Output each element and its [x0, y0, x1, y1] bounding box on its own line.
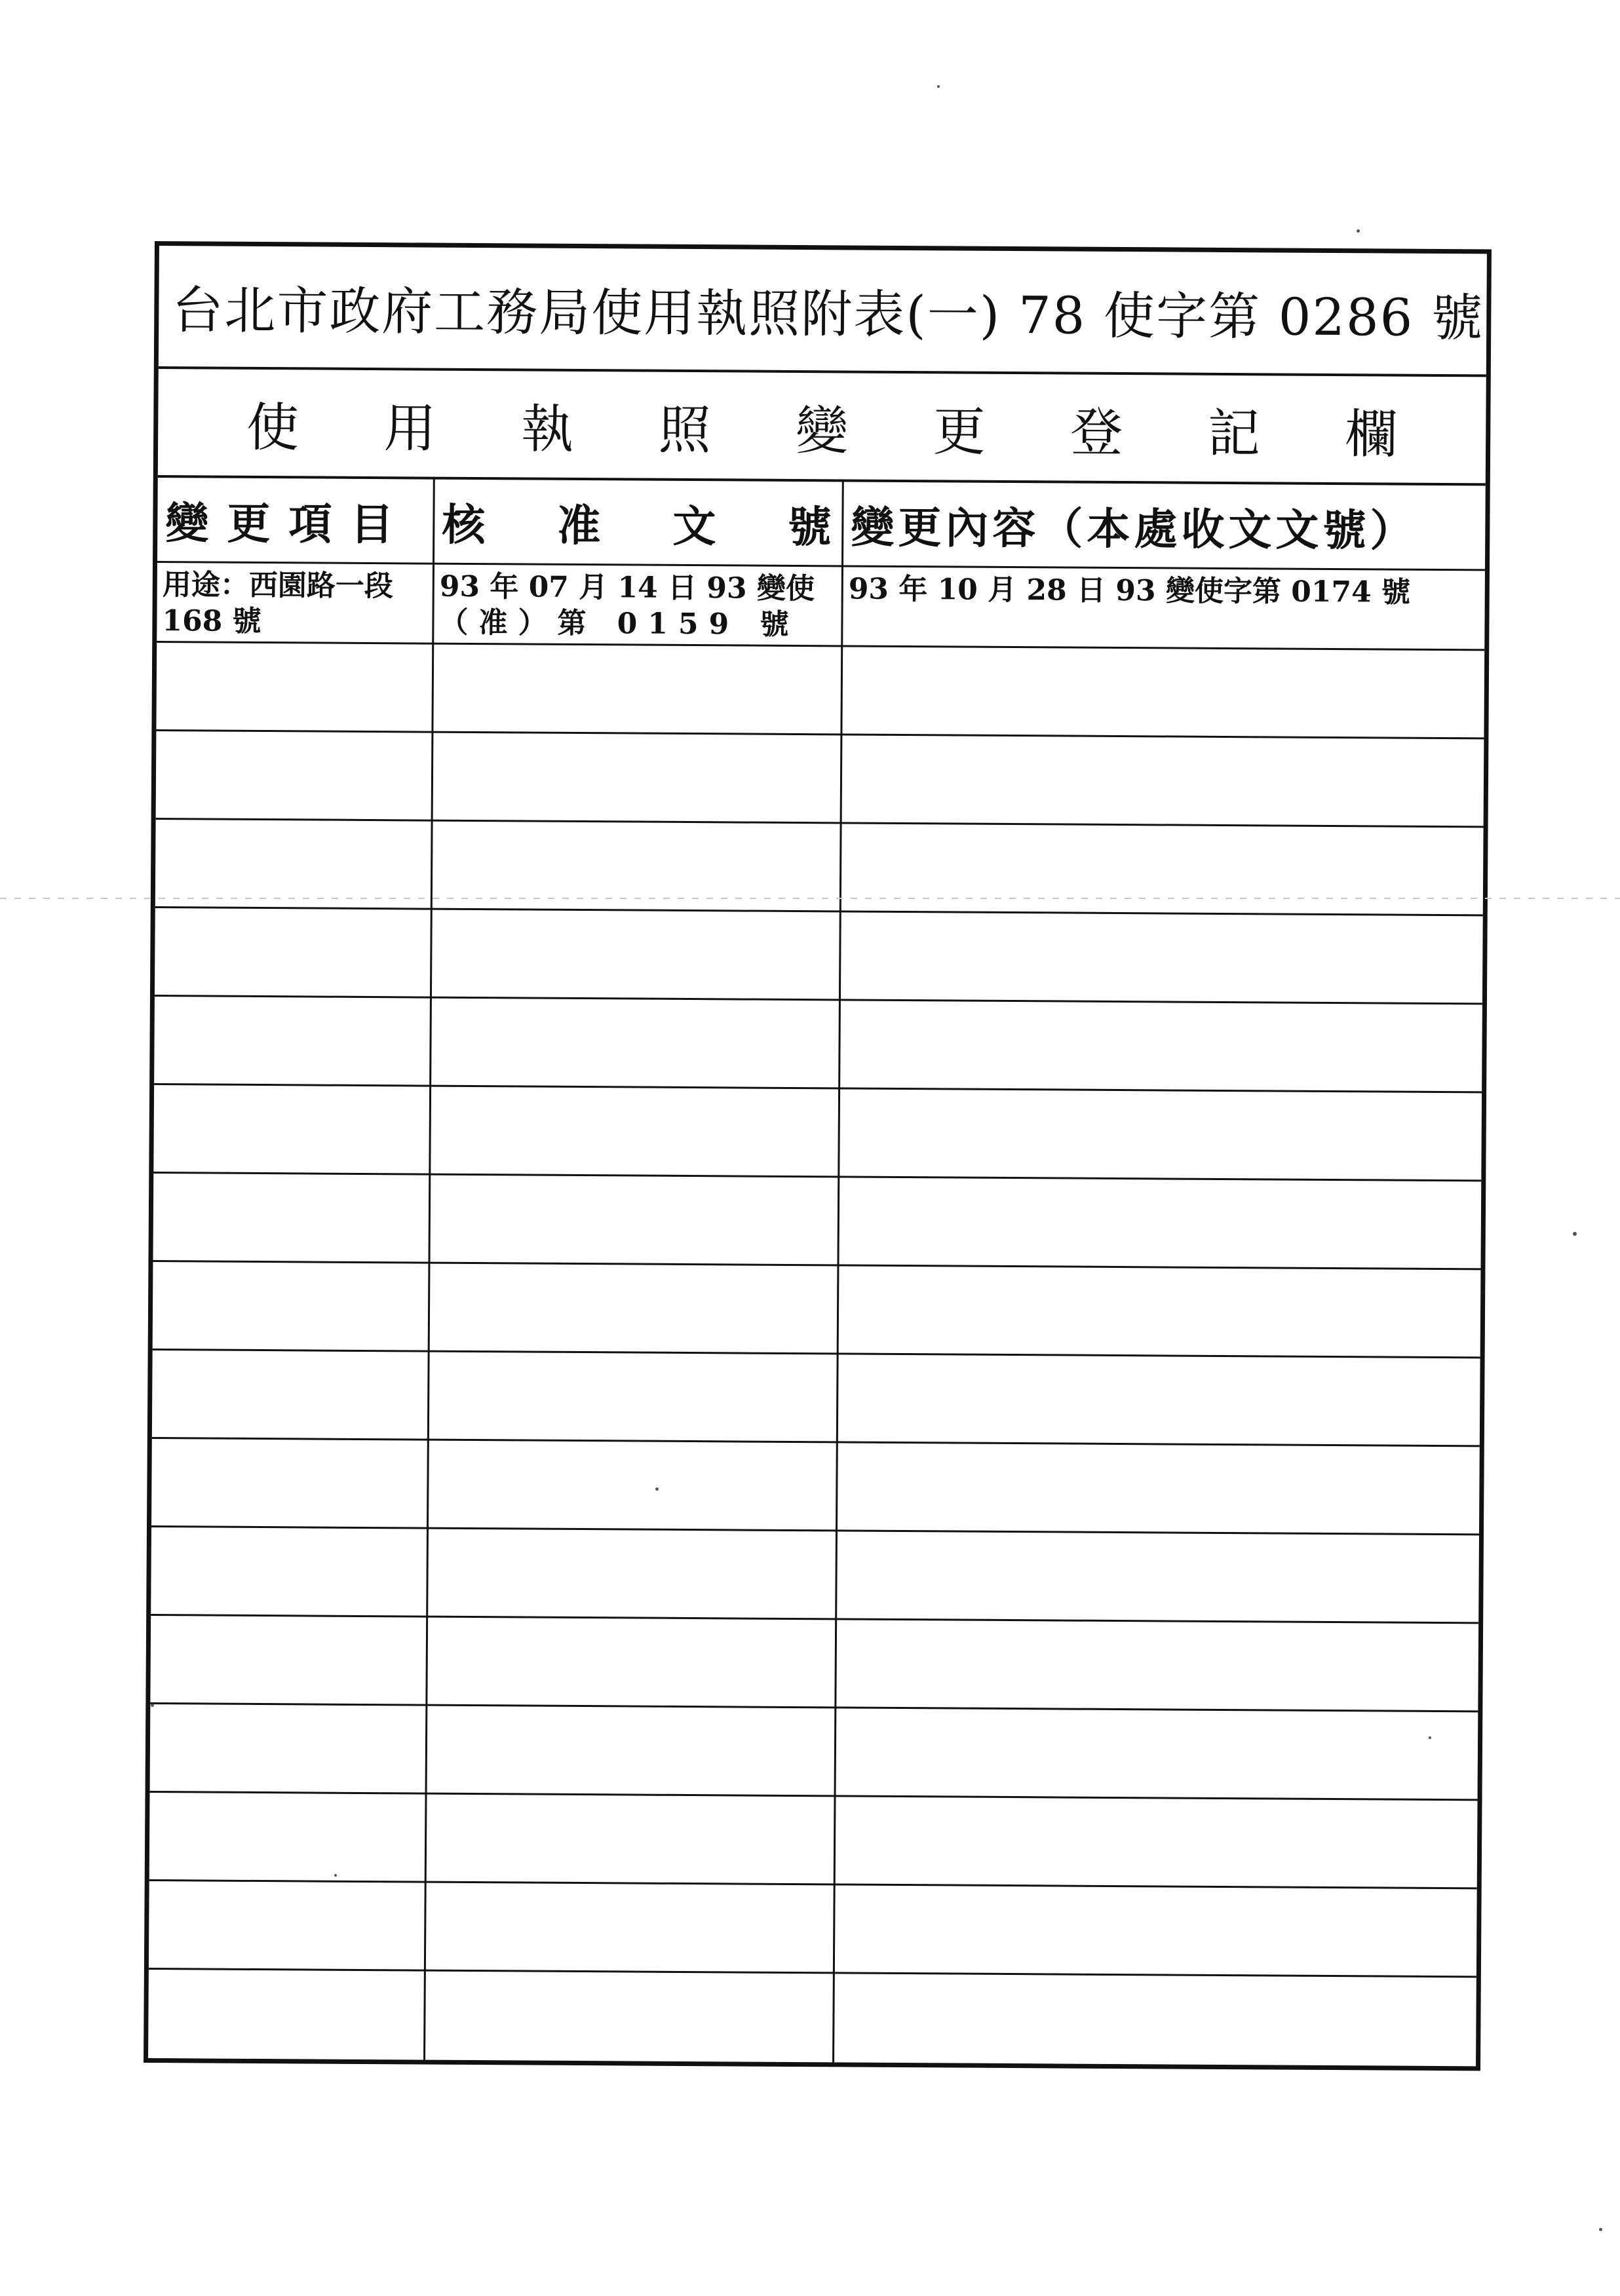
empty-table-row — [155, 820, 1484, 916]
heading-char: 欄 — [1345, 403, 1398, 465]
empty-table-row — [149, 1881, 1477, 1978]
empty-table-row — [154, 997, 1482, 1093]
table-row — [157, 563, 1485, 651]
empty-table-row — [152, 1350, 1480, 1447]
heading-char: 照 — [658, 399, 711, 461]
column-header-change-content: 變更內容（本處收文文號） — [851, 501, 1418, 556]
empty-table-row — [156, 731, 1484, 828]
scan-speck — [655, 1487, 659, 1491]
approval-header-char: 核 — [442, 499, 486, 551]
cell-change-item: 用途：西園路一段 168 號 — [162, 568, 393, 639]
heading-char: 變 — [795, 400, 849, 461]
approval-header-char: 文 — [672, 500, 716, 552]
heading-char: 使 — [246, 396, 299, 458]
cell-approval-doc — [434, 565, 841, 645]
scan-speck — [937, 85, 940, 88]
empty-table-row — [156, 643, 1484, 739]
empty-table-row — [151, 1527, 1479, 1624]
approval-doc-line1: 93 年 07 月 14 日 93 變使 — [439, 569, 815, 606]
column-header-approval-doc — [434, 480, 843, 565]
registration-table — [144, 241, 1492, 2071]
scan-speck — [151, 1704, 154, 1707]
scan-speck — [1599, 2228, 1602, 2231]
heading-char: 更 — [933, 400, 986, 463]
scan-speck — [1429, 1736, 1431, 1739]
empty-table-row — [155, 908, 1483, 1004]
scan-artifact-line — [0, 898, 1620, 899]
empty-table-row — [148, 1970, 1476, 2066]
approval-header-char: 准 — [557, 499, 601, 552]
empty-table-row — [150, 1704, 1478, 1801]
section-heading — [158, 369, 1486, 486]
heading-char: 登 — [1070, 402, 1123, 463]
column-header-change-item: 變更項目 — [165, 497, 412, 550]
document-title: 台北市政府工務局使用執照附表(一) 78 使字第 0286 號 — [159, 246, 1487, 377]
empty-table-row — [151, 1439, 1480, 1535]
cell-change-content: 93 年 10 月 28 日 93 變使字第 0174 號 — [848, 572, 1411, 609]
heading-char: 記 — [1207, 402, 1261, 464]
empty-table-row — [150, 1616, 1478, 1712]
approval-doc-line2: （准）第 0159 號 — [439, 605, 800, 642]
empty-table-row — [153, 1085, 1482, 1181]
approval-header-char: 號 — [788, 501, 832, 553]
column-header-row — [157, 478, 1486, 571]
scan-speck — [1357, 229, 1360, 233]
heading-char: 用 — [383, 397, 436, 459]
scan-speck — [1573, 1232, 1577, 1236]
empty-table-row — [149, 1793, 1478, 1889]
empty-table-row — [153, 1174, 1481, 1270]
heading-char: 執 — [520, 398, 574, 460]
scan-speck — [334, 1874, 337, 1877]
empty-table-row — [153, 1262, 1481, 1358]
